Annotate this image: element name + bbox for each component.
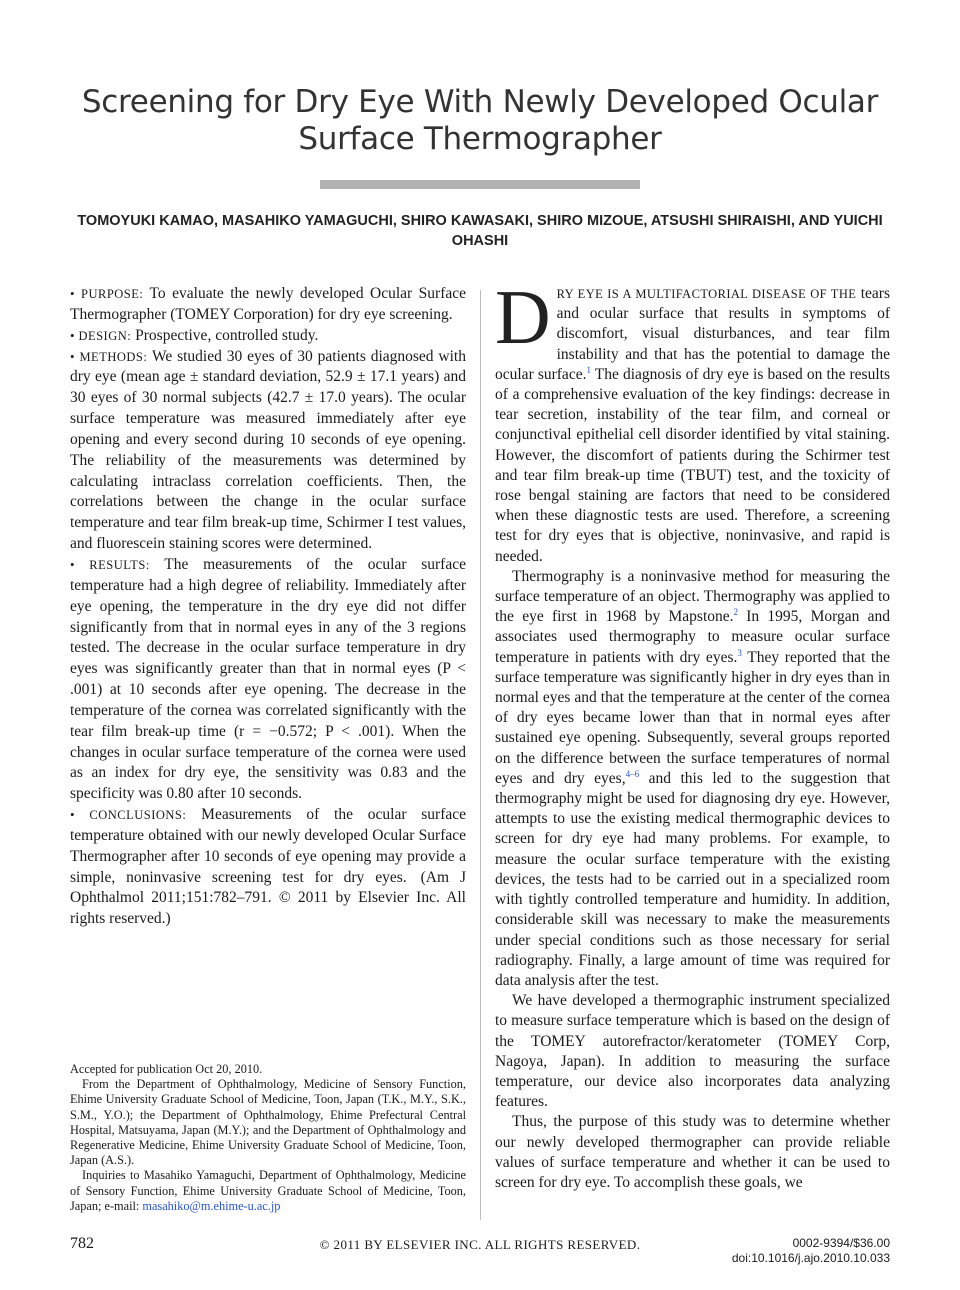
- methods-text: We studied 30 eyes of 30 patients diagnosed with dry eye (mean age ± standard deviation, 52.9 ± 17.1 years) and 30 eyes of 30 normal subjects (42.7 ± 17.0 years). The ocular surface temperature was measured immediately after eye opening and every second during 10 seconds of eye opening. The reliability of the measurements was determined by calculating intraclass correlation coefficients. Then, the correlations between the change in the ocular surface temperature and tear film break-up time, Schirmer I test values, and fluorescein staining scores were determined.: [70, 347, 466, 553]
- purpose-text: To evaluate the newly developed Ocular Surface Thermographer (TOMEY Corporation) for dry eye screening.: [70, 285, 466, 323]
- methods-label: METHODS:: [79, 349, 148, 364]
- abstract-conclusions: [70, 805, 466, 930]
- paragraph-2-text-b: In 1995, Morgan and associates used thermography to measure ocular surface temperature in patients with dry eyes.: [495, 608, 890, 666]
- results-label: RESULTS:: [89, 557, 150, 572]
- abstract-design: [70, 326, 466, 347]
- drop-cap: D: [495, 274, 551, 360]
- bullet-icon: •: [70, 286, 75, 301]
- paragraph-4: Thus, the purpose of this study was to determine whether our newly developed thermographer can provide reliable values of surface temperature and whether it can be used to screen for dry eye. To accomplish these goals, we: [495, 1113, 890, 1191]
- paragraph-3: We have developed a thermographic instrument specialized to measure surface temperature which is based on the design of the TOMEY autorefractor/keratometer (TOMEY Corp, Nagoya, Japan). In addition to measuring the surface temperature, our device also incorporates data analyzing features.: [495, 992, 890, 1111]
- email-link[interactable]: masahiko@m.ehime-u.ac.jp: [142, 1198, 281, 1213]
- bullet-icon: •: [70, 556, 75, 572]
- conclusions-label: CONCLUSIONS:: [89, 808, 187, 823]
- conclusions-text: Measurements of the ocular surface temperature obtained with our newly developed Ocular Surface Thermographer after 10 seconds of eye opening may provide a simple, noninvasive screening test for dry eyes.: [70, 806, 467, 886]
- abstract: [70, 284, 466, 930]
- lead-in-smallcaps: RY EYE IS A MULTIFACTORIAL DISEASE OF THE: [556, 287, 857, 301]
- reference-link-2[interactable]: 2: [733, 607, 739, 618]
- footnote: [70, 1062, 466, 1214]
- paragraph-2-text-d: and this led to the suggestion that thermography might be used for diagnosing dry eye. However, attempts to use the existing medical thermographic devices to screen for dry eye had many problems. For example, to measure the ocular surface temperature with the existing devices, the tests had to be carried out in a specialized room with tightly controlled temperature and humidity. In addition, considerable skill was necessary to make the measurements under special conditions such as those necessary for serial radiography. Finally, a large amount of time was required for data analysis after the test.: [495, 769, 890, 989]
- body-text: [495, 274, 890, 1193]
- bullet-icon: •: [70, 348, 75, 364]
- footnote-accepted: Accepted for publication Oct 20, 2010.: [70, 1062, 263, 1076]
- issn-price: 0002-9394/$36.00: [792, 1236, 890, 1250]
- article-title: Screening for Dry Eye With Newly Developed Ocular Surface Thermographer: [81, 84, 879, 157]
- article-identifiers: [732, 1236, 890, 1266]
- paragraph-1-text-a: tears and ocular surface that results in symptoms of discomfort, visual disturbances, and tear film instability and that has the potential to damage the ocular surface.: [495, 285, 890, 383]
- column-divider: [480, 290, 481, 1220]
- purpose-label: PURPOSE:: [81, 287, 144, 301]
- paragraph-2: [495, 567, 890, 991]
- paragraph-1: [495, 274, 890, 567]
- results-text: The measurements of the ocular surface temperature had a high degree of reliability. Immediately after eye opening, the temperature in the dry eye did not differ significantly from that in normal eyes in any of the 3 regions tested. The decrease in the ocular surface temperature in dry eyes was significantly greater than that in normal eyes (P < .001) at 10 seconds after eye opening. The decrease in the temperature of the cornea was correlated significantly with the tear film break-up time (r = −0.572; P < .001). When the changes in ocular surface temperature of the cornea were used as an index for dry eye, the sensitivity was 0.83 and the specificity was 0.80 after 10 seconds.: [70, 555, 466, 803]
- abstract-purpose: [70, 284, 466, 326]
- title-divider: [320, 180, 640, 189]
- copyright-notice: © 2011 BY ELSEVIER INC. ALL RIGHTS RESERVED.: [319, 1237, 641, 1252]
- bullet-icon: •: [70, 327, 75, 343]
- paragraph-2-text-c: They reported that the surface temperature was significantly higher in dry eyes than in normal eyes and that the temperature at the center of the cornea of dry eyes became lower than that in normal eyes after sustained eye opening. Subsequently, several groups reported on the difference between the surface temperatures of normal eyes and dry eyes,: [495, 648, 890, 787]
- reference-link-3[interactable]: 3: [737, 647, 742, 658]
- bullet-icon: •: [70, 807, 75, 823]
- inquiries-text: Inquiries to Masahiko Yamaguchi, Department of Ophthalmology, Medicine of Sensory Function, Ehime University Graduate School of Medicine, Toon, Japan; e-mail:: [70, 1168, 466, 1213]
- paragraph-2-text-a: Thermography is a noninvasive method for measuring the surface temperature of an object. Thermography was applied to the eye first in 1968 by Mapstone.: [495, 567, 890, 626]
- page-number: 782: [70, 1235, 94, 1252]
- design-text: Prospective, controlled study.: [135, 326, 319, 344]
- author-list: TOMOYUKI KAMAO, MASAHIKO YAMAGUCHI, SHIRO KAWASAKI, SHIRO MIZOUE, ATSUSHI SHIRAISHI, AND YUICHI OHASHI: [77, 213, 883, 249]
- footnote-inquiries: [70, 1168, 466, 1214]
- reference-link-1[interactable]: 1: [586, 364, 591, 375]
- footnote-affiliations: From the Department of Ophthalmology, Medicine of Sensory Function, Ehime University Graduate School of Medicine, Toon, Japan (T.K., M.Y., S.K., S.M., Y.O.); the Department of Ophthalmology, Ehime Prefectural Central Hospital, Matsuyama, Japan (M.Y.); and the Department of Ophthalmology and Regenerative Medicine, Ehime University Graduate School of Medicine, Toon, Japan (A.S.).: [70, 1077, 466, 1168]
- abstract-results: [70, 555, 466, 805]
- doi: doi:10.1016/j.ajo.2010.10.033: [731, 1251, 890, 1265]
- abstract-methods: [70, 347, 466, 555]
- abstract-citation: (Am J Ophthalmol 2011;151:782–791. © 2011 by Elsevier Inc. All rights reserved.): [70, 868, 466, 928]
- reference-link-4-6[interactable]: 4–6: [625, 768, 640, 779]
- design-label: DESIGN:: [78, 328, 132, 343]
- paragraph-1-text-b: The diagnosis of dry eye is based on the results of a comprehensive evaluation of the key findings: decrease in tear secretion, instability of the tear film, and corneal or conjunctival epithelial cell disorder identified by vital staining. However, the discomfort of patients during the Schirmer test and tear film break-up time (TBUT) test, and the toxicity of rose bengal staining are factors that need to be considered when these diagnostic tests are used. Therefore, a screening test for dry eyes that is objective, noninvasive, and rapid is needed.: [495, 365, 890, 565]
